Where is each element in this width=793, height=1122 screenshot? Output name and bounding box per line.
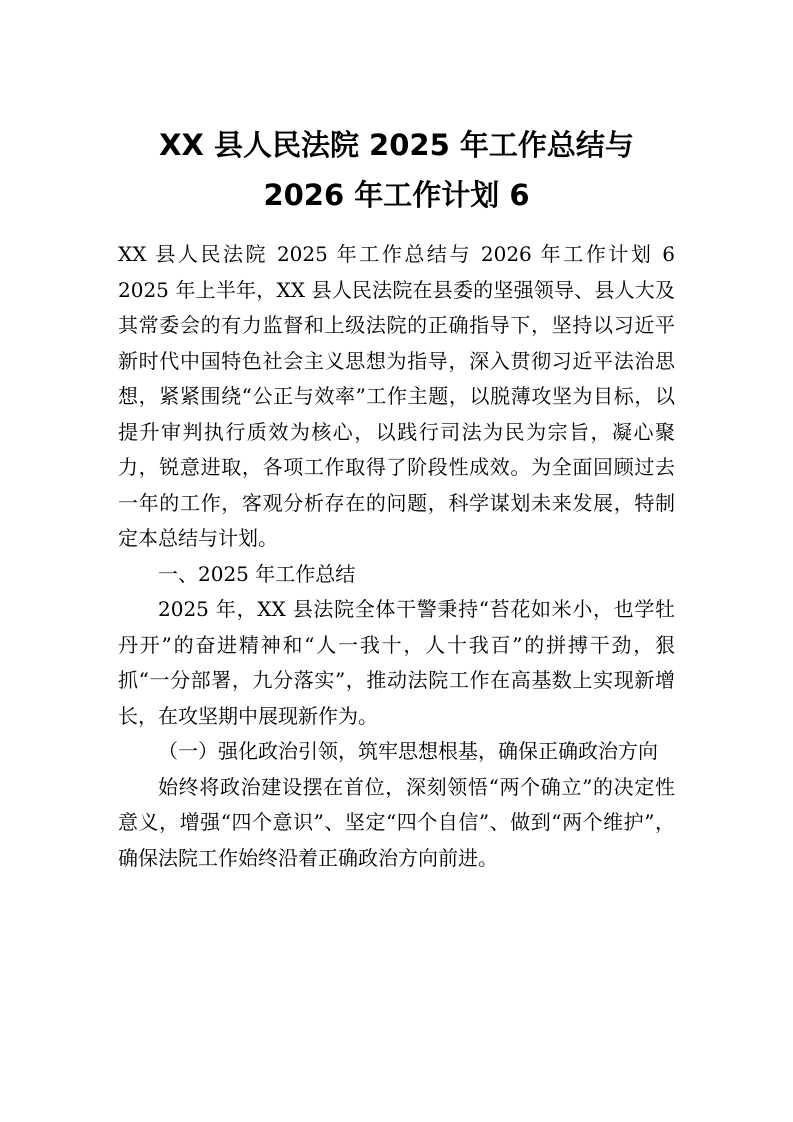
document-page	[118, 118, 675, 876]
section-heading-1: 一、2025 年工作总结	[158, 561, 356, 586]
summary-paragraph: 2025 年，XX 县法院全体干警秉持“苔花如米小，也学牡丹开”的奋进精神和“人一我十，人十我百”的拼搏干劲，狠抓“一分部署，九分落实”，推动法院工作在高基数上实现新增长，在攻坚期中展现新作为。	[118, 597, 675, 728]
subsection-heading-1: （一）强化政治引领，筑牢思想根基，确保正确政治方向	[158, 739, 658, 763]
document-title: XX 县人民法院 2025 年工作总结与 2026 年工作计划 6	[159, 128, 634, 212]
intro-paragraph: XX 县人民法院 2025 年工作总结与 2026 年工作计划 6 2025 年上半年，XX 县人民法院在县委的坚强领导、县人大及其常委会的有力监督和上级法院的正确指导下，坚持以习近平新时代中国特色社会主义思想为指导，深入贯彻习近平法治思想，紧紧围绕“公正与效率”工作主题，以脱薄攻坚为目标，以提升审判执行质效为核心，以践行司法为民为宗旨，凝心聚力，锐意进取，各项工作取得了阶段性成效。为全面回顾过去一年的工作，客观分析存在的问题，科学谋划未来发展，特制定本总结与计划。	[118, 242, 675, 550]
subsection-paragraph-1: 始终将政治建设摆在首位，深刻领悟“两个确立”的决定性意义，增强“四个意识”、坚定“四个自信”、做到“两个维护”，确保法院工作始终沿着正确政治方向前进。	[118, 774, 675, 870]
